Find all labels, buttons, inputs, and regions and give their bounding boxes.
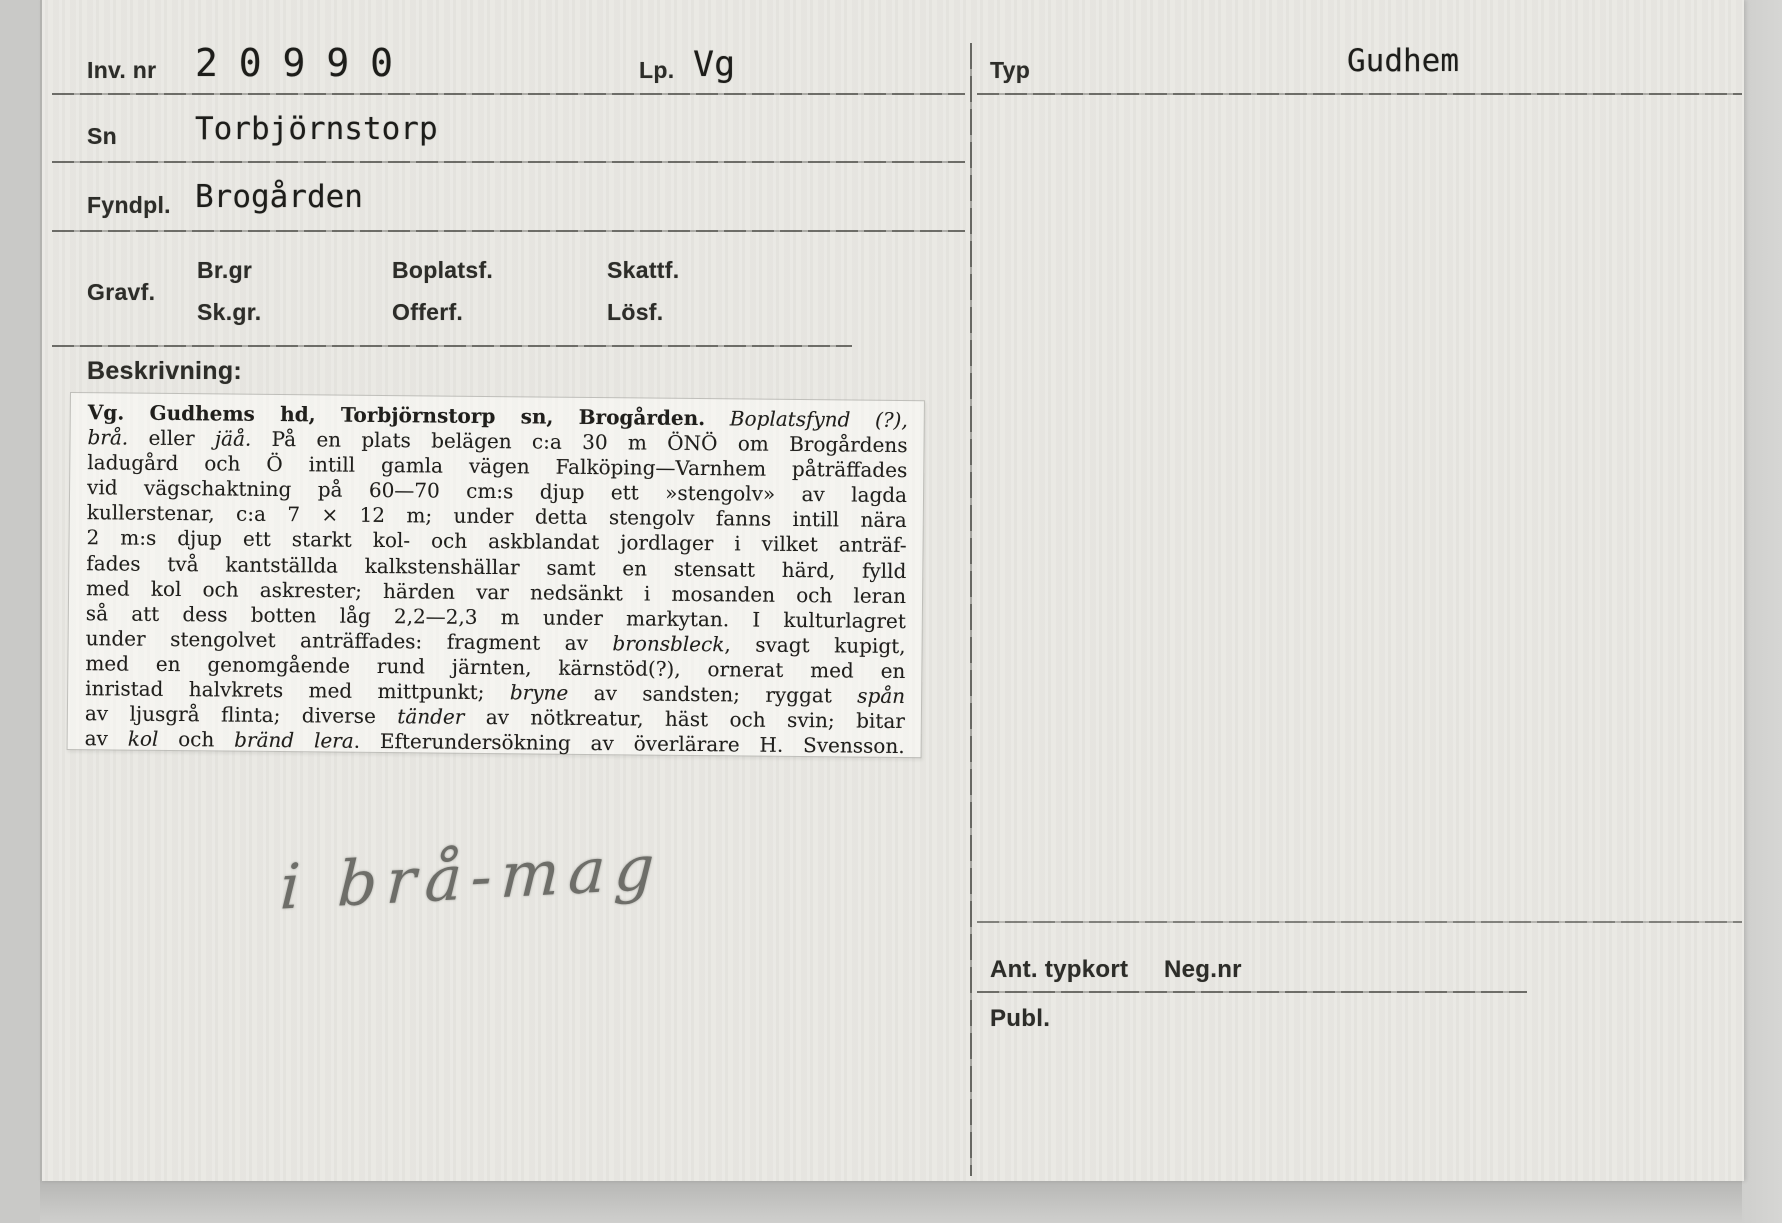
clipping-line: vid vägschaktning på 60—70 cm:s djup ett »stengolv» av lagda bbox=[86, 475, 908, 508]
divider-line bbox=[52, 161, 965, 163]
card-bottom-edge-shadow bbox=[40, 1181, 1742, 1223]
lp-label: Lp. bbox=[639, 57, 675, 83]
clipping-line: så att dess botten låg 2,2—2,3 m under markytan. I kulturlagret bbox=[85, 600, 906, 633]
clipping-line: under stengolvet anträffades: fragment av bronsbleck, svagt kupigt, bbox=[85, 626, 906, 658]
handwritten-note: i brå-mag bbox=[278, 830, 665, 924]
gravf-offerf-label: Offerf. bbox=[392, 299, 464, 325]
clipping-line: av kol och bränd lera. Efterundersökning av överlärare H. Svensson. bbox=[84, 726, 905, 759]
inv-nr-value: 20990 bbox=[195, 41, 414, 85]
clipping-line: Vg. Gudhems hd, Torbjörnstorp sn, Brogården. Boplatsfynd (?), bbox=[87, 400, 908, 433]
clipping-line: fades två kantställda kalkstenshällar samt en stensatt härd, fylld bbox=[86, 550, 907, 583]
fyndpl-label: Fyndpl. bbox=[87, 192, 171, 218]
sn-label: Sn bbox=[87, 123, 117, 149]
clipping-line: 2 m:s djup ett starkt kol- och askblandat jordlager i vilket anträf- bbox=[86, 525, 907, 558]
gravf-skgr-label: Sk.gr. bbox=[197, 299, 262, 325]
gravf-boplatsf-label: Boplatsf. bbox=[392, 257, 494, 283]
gravf-skattf-label: Skattf. bbox=[607, 257, 680, 283]
divider-line bbox=[977, 921, 1742, 923]
beskrivning-label: Beskrivning: bbox=[87, 357, 243, 385]
typ-label: Typ bbox=[990, 57, 1031, 83]
inv-nr-label: Inv. nr bbox=[87, 57, 157, 83]
sn-value: Torbjörnstorp bbox=[195, 111, 438, 147]
clipping-line: av ljusgrå flinta; diverse tänder av nötkreatur, häst och svin; bitar bbox=[84, 701, 905, 734]
gravf-brgr-label: Br.gr bbox=[197, 257, 253, 283]
clipping-line: ladugård och Ö intill gamla vägen Falköping—Varnhem påträffades bbox=[87, 450, 908, 483]
publ-label: Publ. bbox=[990, 1005, 1051, 1032]
divider-line bbox=[52, 345, 852, 347]
lp-value: Vg bbox=[693, 45, 736, 85]
panel-divider-line bbox=[970, 43, 972, 1176]
inventory-card bbox=[40, 0, 1744, 1181]
gravf-losf-label: Lösf. bbox=[607, 299, 664, 325]
clipping-text bbox=[85, 400, 908, 759]
clipping-line: med kol och askrester; härden var nedsänkt i mosanden och leran bbox=[86, 575, 907, 608]
fyndpl-value: Brogården bbox=[195, 179, 363, 215]
clipping-line: kullerstenar, c:a 7 × 12 m; under detta stengolv fanns intill nära bbox=[86, 500, 907, 533]
divider-line bbox=[977, 93, 1742, 95]
divider-line bbox=[977, 991, 1527, 993]
clipping-line: med en genomgående rund järnten, kärnstöd(?), ornerat med en bbox=[85, 651, 906, 683]
divider-line bbox=[52, 93, 965, 95]
ant-typkort-label: Ant. typkort bbox=[990, 956, 1129, 983]
scanner-background-right bbox=[1742, 0, 1782, 1223]
pasted-description-clipping bbox=[67, 392, 925, 758]
divider-line bbox=[52, 230, 965, 232]
gravf-label: Gravf. bbox=[87, 279, 156, 305]
typ-value: Gudhem bbox=[1347, 43, 1459, 79]
clipping-line: brå. eller jäå. På en plats belägen c:a 30 m ÖNÖ om Brogårdens bbox=[87, 425, 908, 458]
clipping-line: inristad halvkrets med mittpunkt; bryne av sandsten; ryggat spån bbox=[85, 676, 906, 709]
neg-nr-label: Neg.nr bbox=[1164, 956, 1242, 983]
